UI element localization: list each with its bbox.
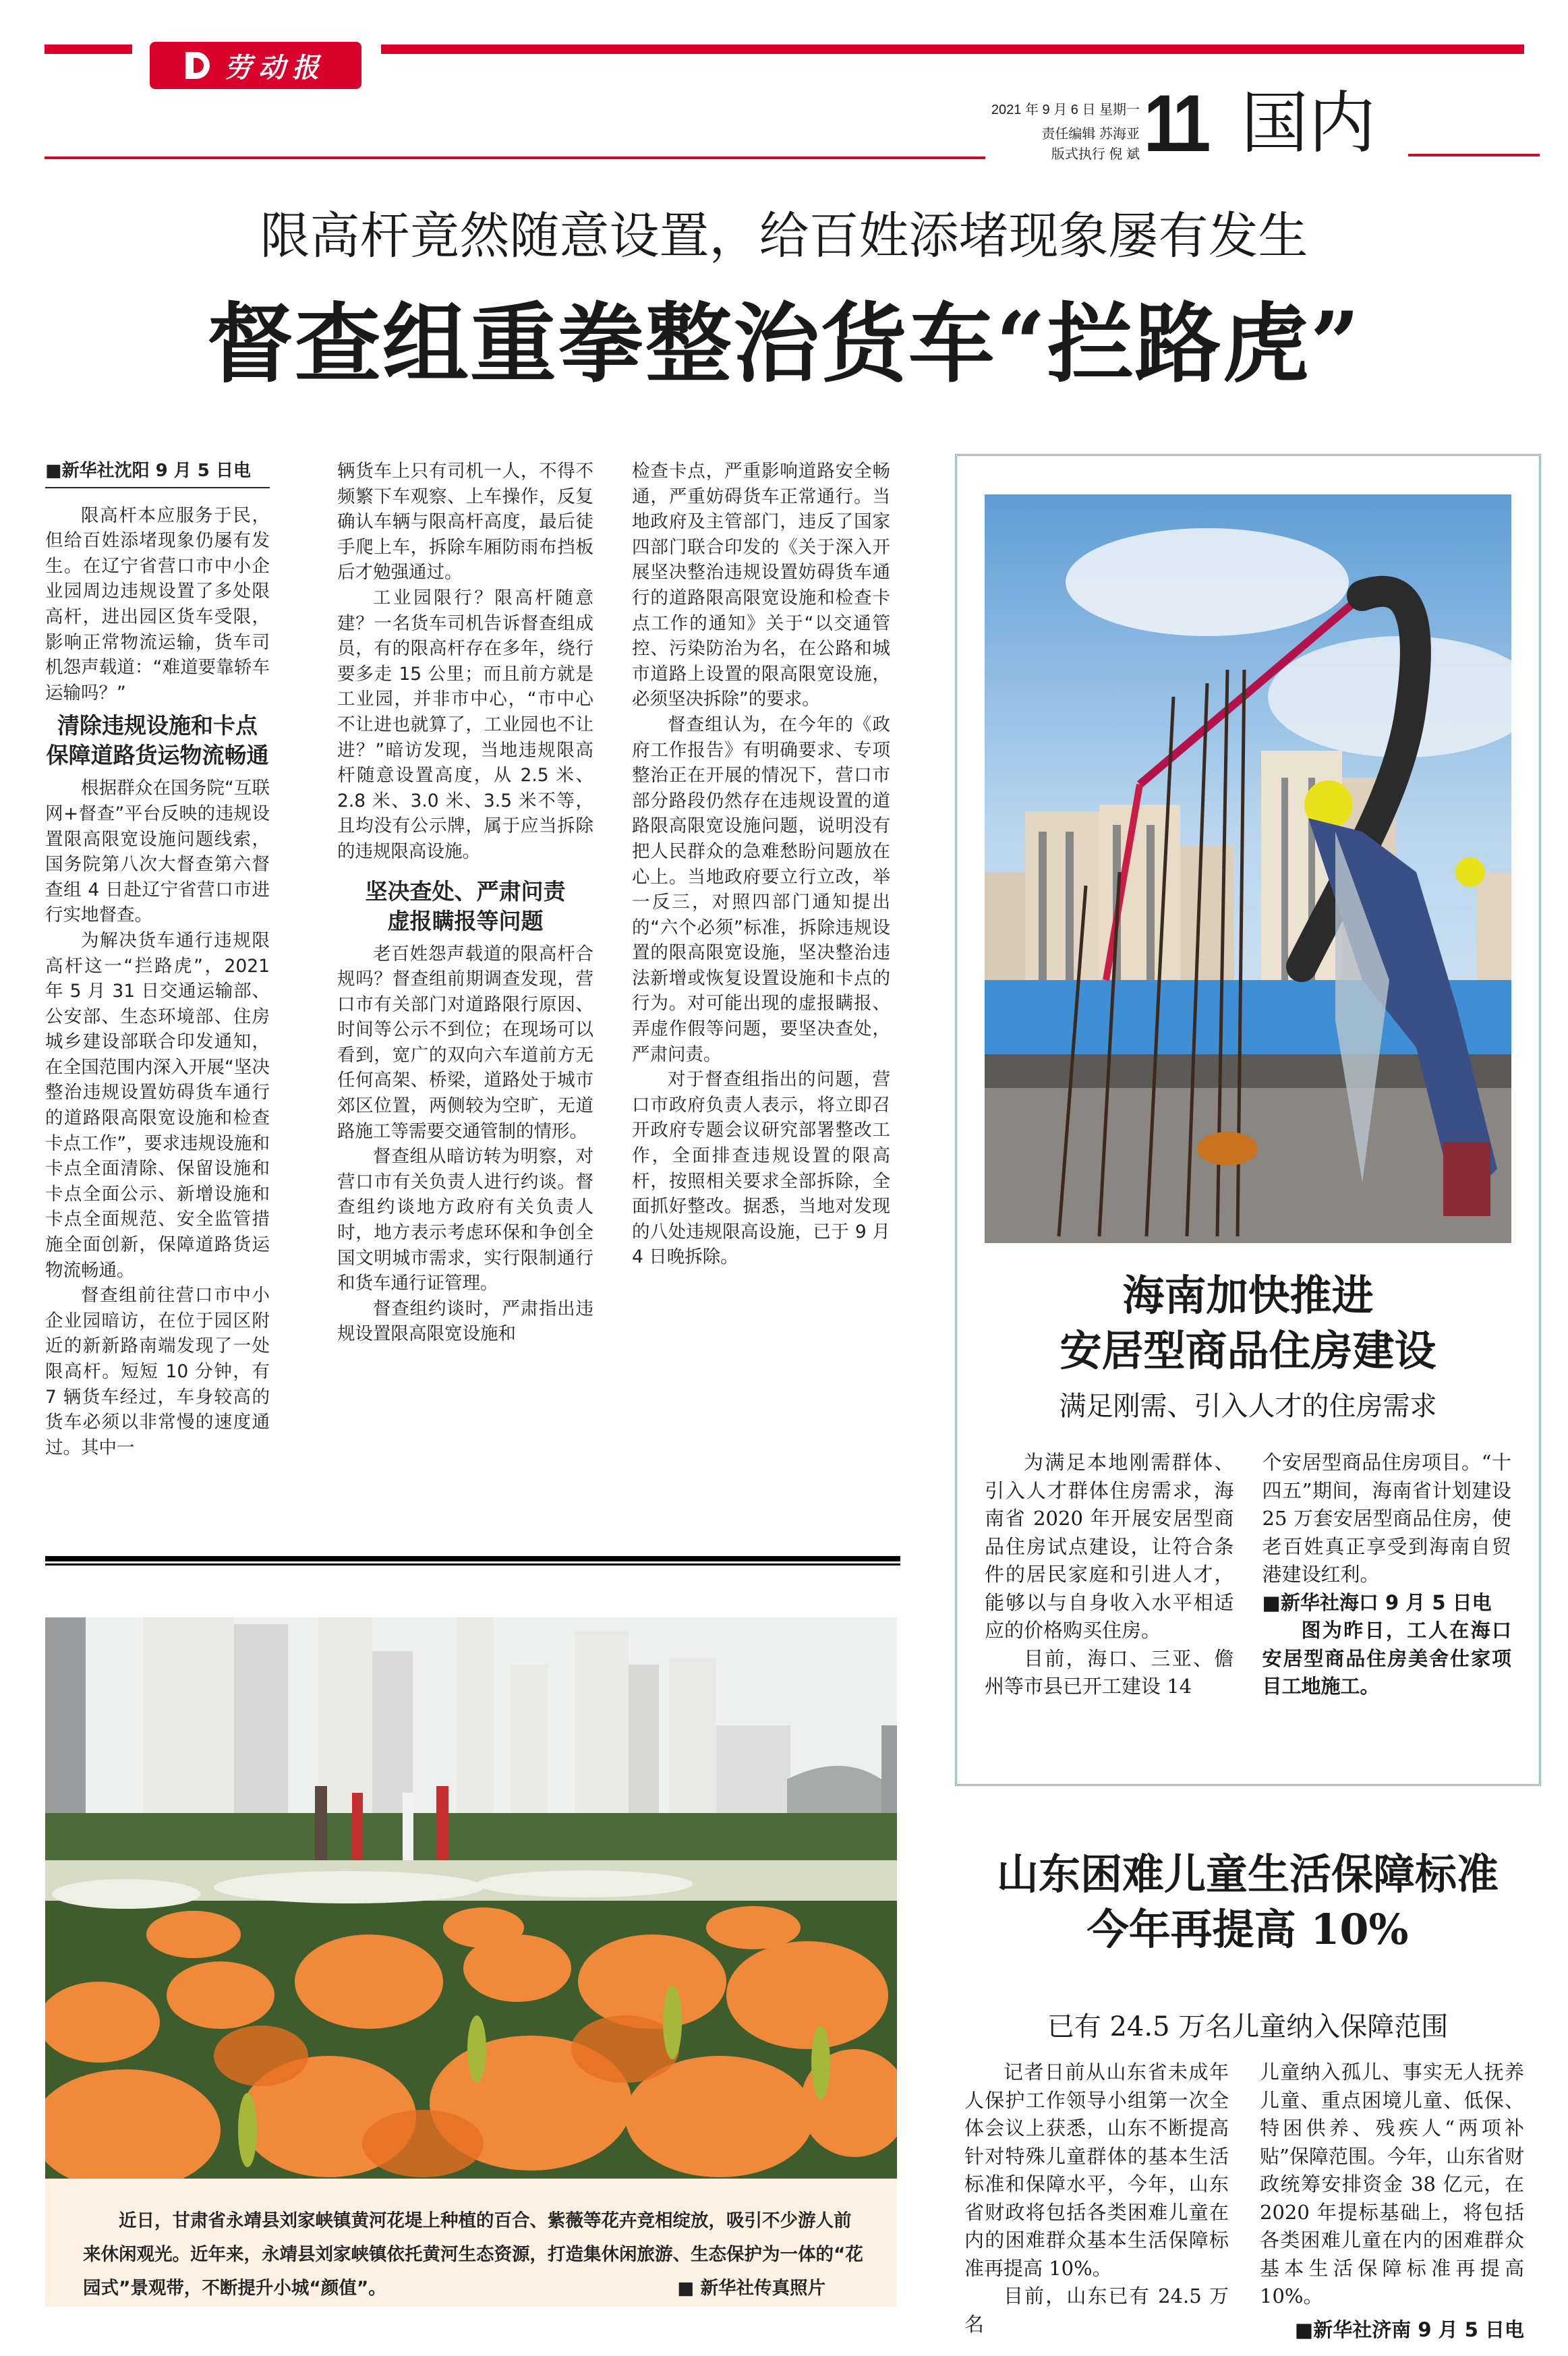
newspaper-logo	[150, 42, 361, 89]
paragraph: 老百姓怨声载道的限高杆合规吗？督查组前期调查发现，营口市有关部门对道路限行原因、时间等公示不到位；在现场可以看到，宽广的双向六车道前方无任何高架、桥梁，道路处于城市郊区位置，两侧较为空旷，无道路施工等需要交通管制的情形。	[337, 943, 593, 1142]
headline-line: 安居型商品住房建设	[1059, 1326, 1436, 1375]
shandong-subheadline: 已有 24.5 万名儿童纳入保障范围	[1047, 2011, 1449, 2042]
paragraph: 对于督查组指出的问题，营口市政府负责人表示，将立即召开政府专题会议研究部署整改工作，全面排查违规设置的限高杆，按照相关要求全部拆除，全面抓好整改。据悉，当地对发现的八处违规限高设施，已于 9 月 4 日晚拆除。	[632, 1069, 890, 1268]
construction-worker-photo	[985, 494, 1511, 1243]
issue-info	[944, 100, 1140, 165]
issue-date: 2021 年 9 月 6 日 星期一	[991, 103, 1140, 117]
section-subtitle	[45, 711, 270, 770]
lily-field-photo	[45, 1617, 897, 2179]
hainan-headline	[955, 1268, 1541, 1379]
logo-text: 劳动报	[225, 51, 326, 84]
shandong-dateline: ■新华社济南 9 月 5 日电	[1294, 2318, 1524, 2341]
lead-column-2	[337, 459, 593, 1347]
paragraph: 督查组约谈时，严肃指出违规设置限高限宽设施和	[337, 1298, 593, 1345]
lead-headline: 督查组重拳整治货车“拦路虎”	[206, 293, 1362, 395]
hainan-column-1	[985, 1449, 1234, 1701]
paragraph: 根据群众在国务院“互联网+督查”平台反映的违规设置限高限宽设施问题线索，国务院第八次大督查第六督查组 4 日赴辽宁省营口市进行实地督查。	[45, 778, 270, 926]
paragraph: 为解决货车通行违规限高杆这一“拦路虎”，2021 年 5 月 31 日交通运输部、公安部、生态环境部、住房城乡建设部联合印发通知，在全国范围内深入开展“坚决整治违规设置妨碍货车通行的道路限高限宽设施和检查卡点工作”，要求违规设施和卡点全面清除、保留设施和卡点全面公示、新增设施和卡点全面规范、安全监管措施全面创新，保障道路货运物流畅通。	[45, 929, 270, 1281]
lily-photo-illustration	[45, 1617, 897, 2179]
photo-credit: ■ 新华社传真照片	[677, 2278, 825, 2299]
paragraph: 记者日前从山东省未成年人保护工作领导小组第一次全体会议上获悉，山东不断提高针对特殊儿童群体的基本生活标准和保障水平，今年，山东省财政将包括各类困难儿童在内的困难群众基本生活保障标准再提高 10%。	[964, 2061, 1229, 2280]
subtitle-line: 保障道路货运物流畅通	[46, 742, 269, 769]
paragraph: 辆货车上只有司机一人，不得不频繁下车观察、上车操作，反复确认车辆与限高杆高度，最后徒手爬上车，拆除车厢防雨布挡板后才勉强通过。	[337, 461, 593, 583]
headline-line: 山东困难儿童生活保障标准	[996, 1849, 1499, 1899]
lily-caption: 近日，甘肃省永靖县刘家峡镇黄河花堤上种植的百合、紫薇等花卉竞相绽放，吸引不少游人前来休闲观光。近年来，永靖县刘家峡镇依托黄河生态资源，打造集休闲旅游、生态保护为一体的“花园式”景观带，不断提升小城“颜值”。	[83, 2210, 863, 2299]
section-divider-thick	[45, 1556, 900, 1561]
logo-mark-icon	[185, 52, 210, 79]
section-divider-thin	[45, 1563, 900, 1565]
headline-line: 今年再提高 10%	[1086, 1905, 1409, 1954]
construction-photo-illustration	[985, 494, 1511, 1243]
subtitle-line: 虚报瞒报等问题	[387, 907, 544, 934]
shandong-body	[964, 2059, 1524, 2344]
masthead-red-bar-right	[381, 45, 1524, 54]
paragraph: 个安居型商品住房项目。“十四五”期间，海南省计划建设 25 万套安居型商品住房，使老百姓真正享受到海南自贸港建设红利。	[1262, 1451, 1511, 1586]
section-subtitle	[337, 877, 593, 936]
paragraph: 检查卡点，严重影响道路安全畅通，严重妨碍货车正常通行。当地政府及主管部门，违反了国家四部门联合印发的《关于深入开展坚决整治违规设置妨碍货车通行的道路限高限宽设施和检查卡点工作的通知》关于“以交通管控、污染防治为名，在公路和城市道路上设置的限高限宽设施，必须坚决拆除”的要求。	[632, 461, 890, 710]
shandong-column-2	[1260, 2059, 1524, 2344]
lily-photo-caption-box	[45, 2179, 897, 2307]
hainan-body	[985, 1449, 1511, 1701]
lead-column-1	[45, 459, 270, 1460]
headline-line: 海南加快推进	[1122, 1271, 1374, 1320]
paragraph: 限高杆本应服务于民，但给百姓添堵现象仍屡有发生。在辽宁省营口市中小企业园周边违规设置了多处限高杆，进出园区货车受限，影响正常物流运输，货车司机怨声载道：“难道要靠轿车运输吗？”	[45, 505, 270, 703]
hainan-column-2	[1262, 1449, 1512, 1701]
paragraph: 工业园限行？限高杆随意建？一名货车司机告诉督查组成员，有的限高杆存在多年，绕行要多走 15 公里；而且前方就是工业园，并非市中心，“市中心不让进也就算了，工业园也不让进？”暗访发现，当地违规限高杆随意设置高度，从 2.5 米、2.8 米、3.0 米、3.5 米不等，且均没有公示牌，属于应当拆除的违规限高设施。	[337, 587, 593, 862]
paragraph: 督查组从暗访转为明察，对营口市有关负责人进行约谈。督查组约谈地方政府有关负责人时，地方表示考虑环保和争创全国文明城市需求，实行限制通行和货车通行证管理。	[337, 1146, 593, 1294]
lead-column-3	[632, 459, 890, 1270]
layout-editor: 版式执行 倪 斌	[1051, 147, 1140, 162]
masthead-red-bar-left	[45, 45, 132, 54]
paragraph: 目前，山东已有 24.5 万名	[964, 2285, 1229, 2336]
paragraph: 督查组认为，在今年的《政府工作报告》有明确要求、专项整治正在开展的情况下，营口市部分路段仍然存在违规设置的道路限高限宽设施问题，说明没有把人民群众的急难愁盼问题放在心上。当地政府要立行立改，举一反三，对照四部门通知提出的“六个必须”标准，拆除违规设置的限高限宽设施，坚决整治违法新增或恢复设置设施和卡点的行为。对可能出现的虚报瞒报、弄虚作假等问题，要坚决查处，严肃问责。	[632, 714, 890, 1065]
paragraph: 儿童纳入孤儿、事实无人抚养儿童、重点困境儿童、低保、特困供养、残疾人“两项补贴”保障范围。今年，山东省财政统筹安排资金 38 亿元，在 2020 年提标基础上，将包括各类困难儿童在内的困难群众基本生活保障标准再提高 10%。	[1260, 2061, 1524, 2307]
hainan-dateline: ■新华社海口 9 月 5 日电	[1262, 1590, 1492, 1614]
page-number: 11	[1144, 78, 1205, 169]
photo-caption: 图为昨日，工人在海口安居型商品住房美舍仕家项目工地施工。	[1262, 1619, 1511, 1698]
paragraph: 督查组前往营口市中小企业园暗访，在位于园区附近的新新路南端发现了一处限高杆。短短 10 分钟，有 7 辆货车经过，车身较高的货车必须以非常慢的速度通过。其中一	[45, 1285, 270, 1458]
header-rule-left	[45, 156, 985, 159]
header-rule-right	[1408, 154, 1540, 156]
hainan-subheadline: 满足刚需、引入人才的住房需求	[1059, 1391, 1437, 1422]
lead-dateline: ■新华社沈阳 9 月 5 日电	[45, 459, 270, 488]
paragraph: 目前，海口、三亚、儋州等市县已开工建设 14	[985, 1646, 1234, 1698]
responsible-editor: 责任编辑 苏海亚	[1041, 127, 1140, 142]
shandong-column-1	[964, 2059, 1229, 2344]
paragraph: 为满足本地刚需群体、引入人才群体住房需求，海南省 2020 年开展安居型商品住房试点建设，让符合条件的居民家庭和引进人才，能够以与自身收入水平相适应的价格购买住房。	[985, 1451, 1234, 1642]
shandong-headline	[944, 1847, 1551, 1957]
lead-subheadline: 限高杆竟然随意设置，给百姓添堵现象屡有发生	[260, 207, 1308, 265]
section-title: 国内	[1241, 84, 1376, 163]
subtitle-line: 清除违规设施和卡点	[57, 712, 258, 739]
subtitle-line: 坚决查处、严肃问责	[365, 878, 566, 904]
